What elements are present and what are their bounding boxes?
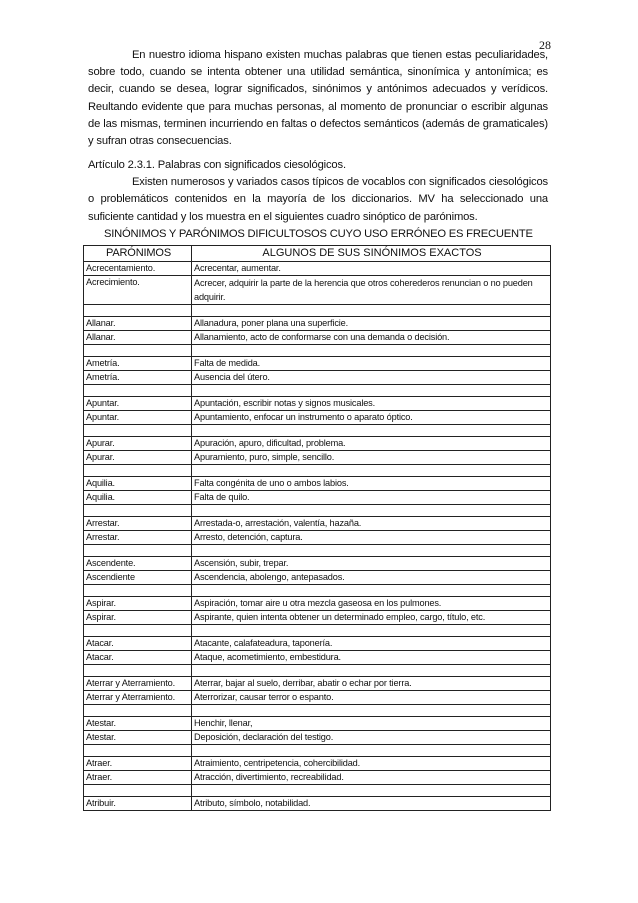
paronym-cell: Atestar.: [84, 731, 192, 745]
paronym-cell: [84, 345, 192, 357]
table-row: [84, 597, 551, 611]
synonym-cell: [192, 345, 551, 357]
paronym-cell: Ametría.: [84, 357, 192, 371]
table-row: [84, 305, 551, 317]
synonym-cell: [192, 465, 551, 477]
synonym-cell: Atraimiento, centripetencia, cohercibilidad.: [192, 757, 551, 771]
synonym-cell: Ataque, acometimiento, embestidura.: [192, 651, 551, 665]
synonym-cell: Atacante, calafateadura, taponería.: [192, 637, 551, 651]
paronym-cell: Atraer.: [84, 757, 192, 771]
synonym-cell: Falta de quilo.: [192, 491, 551, 505]
table-row: [84, 371, 551, 385]
synonym-cell: [192, 545, 551, 557]
synonym-cell: [192, 305, 551, 317]
synonym-cell: Allanamiento, acto de conformarse con una demanda o decisión.: [192, 331, 551, 345]
paronym-cell: Arrestar.: [84, 531, 192, 545]
table-row: [84, 276, 551, 305]
table-row: [84, 517, 551, 531]
paronym-cell: [84, 505, 192, 517]
paronym-cell: [84, 705, 192, 717]
paronym-cell: [84, 425, 192, 437]
section-paragraph-text: Existen numerosos y variados casos típicos de vocablos con significados ciesológicos o problemáticos contenidos en la mayoría de los diccionarios. MV ha seleccionado una suficiente cantidad y los muestra en el siguientes cuadro sinóptico de parónimos.: [88, 176, 548, 223]
paronym-cell: [84, 665, 192, 677]
table-row: [84, 665, 551, 677]
paronym-cell: Apurar.: [84, 451, 192, 465]
synonym-cell: [192, 505, 551, 517]
synonym-cell: Arrestada-o, arrestación, valentía, hazaña.: [192, 517, 551, 531]
paronym-cell: Ascendiente: [84, 571, 192, 585]
synonym-cell: Ascendencia, abolengo, antepasados.: [192, 571, 551, 585]
synonym-cell: Allanadura, poner plana una superficie.: [192, 317, 551, 331]
table-header-row: [84, 246, 551, 262]
paronym-cell: Aterrar y Aterramiento.: [84, 691, 192, 705]
synonym-cell: Ausencia del útero.: [192, 371, 551, 385]
synonym-cell: Aterrorizar, causar terror o espanto.: [192, 691, 551, 705]
table-row: [84, 571, 551, 585]
paronym-cell: Apuntar.: [84, 397, 192, 411]
synonym-cell: [192, 745, 551, 757]
synonym-cell: Aspirante, quien intenta obtener un determinado empleo, cargo, título, etc.: [192, 611, 551, 625]
paronym-cell: Aquilia.: [84, 491, 192, 505]
synonym-cell: Henchir, llenar,: [192, 717, 551, 731]
paronym-cell: [84, 385, 192, 397]
paronym-cell: Acrecimiento.: [84, 276, 192, 305]
paronym-cell: Aquilia.: [84, 477, 192, 491]
table-row: [84, 317, 551, 331]
table-row: [84, 705, 551, 717]
synonym-cell: [192, 585, 551, 597]
synonym-cell: Atributo, símbolo, notabilidad.: [192, 797, 551, 811]
table-row: [84, 397, 551, 411]
table-row: [84, 345, 551, 357]
table-body: [84, 262, 551, 811]
synonym-cell: Apuntación, escribir notas y signos musicales.: [192, 397, 551, 411]
paronym-cell: Arrestar.: [84, 517, 192, 531]
page-number: 28: [539, 38, 551, 52]
paronym-cell: Aspirar.: [84, 597, 192, 611]
table-row: [84, 771, 551, 785]
paronym-cell: Atacar.: [84, 651, 192, 665]
synonym-cell: Arresto, detención, captura.: [192, 531, 551, 545]
paronyms-table: [83, 245, 551, 811]
table-row: [84, 611, 551, 625]
table-row: [84, 731, 551, 745]
synonym-cell: [192, 705, 551, 717]
table-row: [84, 637, 551, 651]
paronym-cell: Apuntar.: [84, 411, 192, 425]
paronym-cell: [84, 465, 192, 477]
table-row: [84, 717, 551, 731]
paronym-cell: Atribuir.: [84, 797, 192, 811]
table-row: [84, 757, 551, 771]
table-row: [84, 491, 551, 505]
header-sinonimos: ALGUNOS DE SUS SINÓNIMOS EXACTOS: [192, 246, 551, 262]
table-row: [84, 745, 551, 757]
section-block: [88, 157, 548, 226]
table-row: [84, 477, 551, 491]
table-row: [84, 385, 551, 397]
paronym-cell: [84, 745, 192, 757]
synonym-cell: Atracción, divertimiento, recreabilidad.: [192, 771, 551, 785]
synonym-cell: [192, 665, 551, 677]
table-row: [84, 557, 551, 571]
paronym-cell: Aspirar.: [84, 611, 192, 625]
synonym-cell: [192, 425, 551, 437]
synonym-cell: Acrecentar, aumentar.: [192, 262, 551, 276]
synonym-cell: Apuntamiento, enfocar un instrumento o aparato óptico.: [192, 411, 551, 425]
paronym-cell: Allanar.: [84, 331, 192, 345]
paronym-cell: [84, 585, 192, 597]
section-title: Artículo 2.3.1. Palabras con significados ciesológicos.: [88, 159, 346, 171]
table-caption: SINÓNIMOS Y PARÓNIMOS DIFICULTOSOS CUYO USO ERRÓNEO ES FRECUENTE: [104, 228, 533, 240]
paronym-cell: [84, 785, 192, 797]
table-row: [84, 411, 551, 425]
paronym-cell: Apurar.: [84, 437, 192, 451]
paronym-cell: Ascendente.: [84, 557, 192, 571]
paronym-cell: [84, 545, 192, 557]
synonym-cell: [192, 385, 551, 397]
synonym-cell: Apuración, apuro, dificultad, problema.: [192, 437, 551, 451]
table-row: [84, 262, 551, 276]
paronym-cell: [84, 625, 192, 637]
synonym-cell: Deposición, declaración del testigo.: [192, 731, 551, 745]
table-row: [84, 797, 551, 811]
paronym-cell: Atacar.: [84, 637, 192, 651]
table-row: [84, 331, 551, 345]
paronym-cell: Atraer.: [84, 771, 192, 785]
table-row: [84, 651, 551, 665]
table-row: [84, 425, 551, 437]
paronym-cell: Atestar.: [84, 717, 192, 731]
paronym-cell: Aterrar y Aterramiento.: [84, 677, 192, 691]
table-row: [84, 451, 551, 465]
synonym-cell: [192, 785, 551, 797]
table-row: [84, 505, 551, 517]
synonym-cell: Falta congénita de uno o ambos labios.: [192, 477, 551, 491]
table-row: [84, 531, 551, 545]
table-row: [84, 677, 551, 691]
synonym-cell: Falta de medida.: [192, 357, 551, 371]
table-row: [84, 785, 551, 797]
synonym-cell: Ascensión, subir, trepar.: [192, 557, 551, 571]
intro-paragraph-text: En nuestro idioma hispano existen muchas palabras que tienen estas peculiaridades, sobre todo, cuando se intenta obtener una utilidad semántica, sinonímica y antonímica; es decir, cuando se desea, lograr significados, sinónimos y antónimos adecuados y verídicos. Reultando evidente que para muchas personas, al momento de pronunciar o escribir algunas de las mismas, terminen incurriendo en faltas o defectos semánticos (además de gramaticales) y sufran otras consecuencias.: [88, 49, 548, 148]
synonym-cell: Aspiración, tomar aire u otra mezcla gaseosa en los pulmones.: [192, 597, 551, 611]
synonym-cell: [192, 625, 551, 637]
intro-paragraph: [88, 47, 548, 150]
table-row: [84, 625, 551, 637]
paronym-cell: [84, 305, 192, 317]
table-row: [84, 585, 551, 597]
header-paronimos: PARÓNIMOS: [84, 246, 192, 262]
table-row: [84, 545, 551, 557]
table-row: [84, 437, 551, 451]
synonym-cell: Apuramiento, puro, simple, sencillo.: [192, 451, 551, 465]
paronym-cell: Ametría.: [84, 371, 192, 385]
synonym-cell: Aterrar, bajar al suelo, derribar, abatir o echar por tierra.: [192, 677, 551, 691]
table-row: [84, 465, 551, 477]
table-row: [84, 357, 551, 371]
table-row: [84, 691, 551, 705]
synonym-cell: Acrecer, adquirir la parte de la herencia que otros coherederos renuncian o no pueden adquirir.: [192, 276, 551, 305]
paronym-cell: Allanar.: [84, 317, 192, 331]
paronym-cell: Acrecentamiento.: [84, 262, 192, 276]
